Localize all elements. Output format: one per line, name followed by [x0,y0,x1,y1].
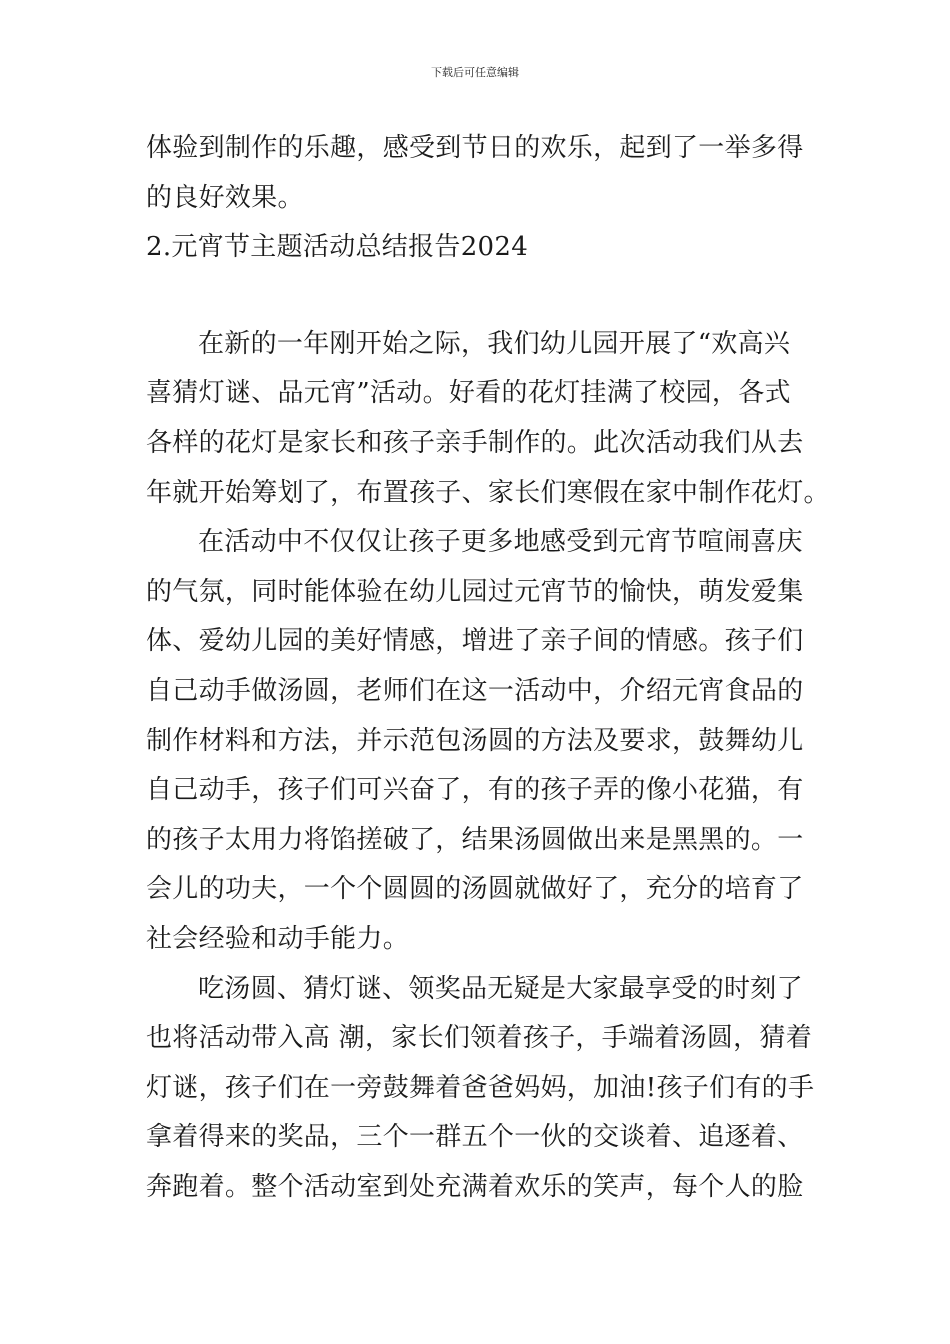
text-line: 奔跑着。整个活动室到处充满着欢乐的笑声，每个人的脸 [146,1171,804,1202]
section-spacer [146,273,806,320]
document-body [146,124,830,1212]
page-header-note: 下载后可任意编辑 [431,66,519,79]
text-line: 自己动手做汤圆，老师们在这一活动中，介绍元宵食品的 [146,675,804,706]
text-line: 的孩子太用力将馅搓破了，结果汤圆做出来是黑黑的。一 [146,824,804,855]
text-line: 体验到制作的乐趣，感受到节日的欢乐，起到了一举多得 [146,133,804,163]
text-line: 制作材料和方法，并示范包汤圆的方法及要求，鼓舞幼儿 [146,725,804,756]
text-line: 拿着得来的奖品，三个一群五个一伙的交谈着、追逐着、 [146,1122,804,1153]
text-line: 自己动手，孩子们可兴奋了，有的孩子弄的像小花猫，有 [146,775,804,806]
intro-continuation [146,124,806,223]
text-line: 社会经验和动手能力。 [146,923,410,954]
paragraph-3 [146,965,815,1213]
text-line: 灯谜，孩子们在一旁鼓舞着爸爸妈妈，加油!孩子们有的手 [146,1072,815,1103]
paragraph-1 [146,320,830,518]
text-line: 在活动中不仅仅让孩子更多地感受到元宵节喧闹喜庆 [198,527,803,558]
text-line: 会儿的功夫，一个个圆圆的汤圆就做好了，充分的培育了 [146,874,804,905]
text-line: 年就开始筹划了，布置孩子、家长们寒假在家中制作花灯。 [146,477,830,508]
text-line: 也将活动带入高 潮，家长们领着孩子，手端着汤圆，猜着 [146,1023,813,1054]
text-line: 体、爱幼儿园的美好情感，增进了亲子间的情感。孩子们 [146,626,804,657]
text-line: 的良好效果。 [146,182,304,213]
text-line: 的气氛，同时能体验在幼儿园过元宵节的愉快，萌发爱集 [146,576,804,607]
section-title: 2.元宵节主题活动总结报告2024 [146,232,529,263]
text-line: 喜猜灯谜、品元宵”活动。好看的花灯挂满了校园，各式 [146,378,791,409]
text-line: 各样的花灯是家长和孩子亲手制作的。此次活动我们从去 [146,427,804,458]
text-line: 在新的一年刚开始之际，我们幼儿园开展了“欢高兴 [198,328,791,359]
text-line: 吃汤圆、猜灯谜、领奖品无疑是大家最享受的时刻了 [198,973,803,1004]
paragraph-2 [146,518,806,964]
